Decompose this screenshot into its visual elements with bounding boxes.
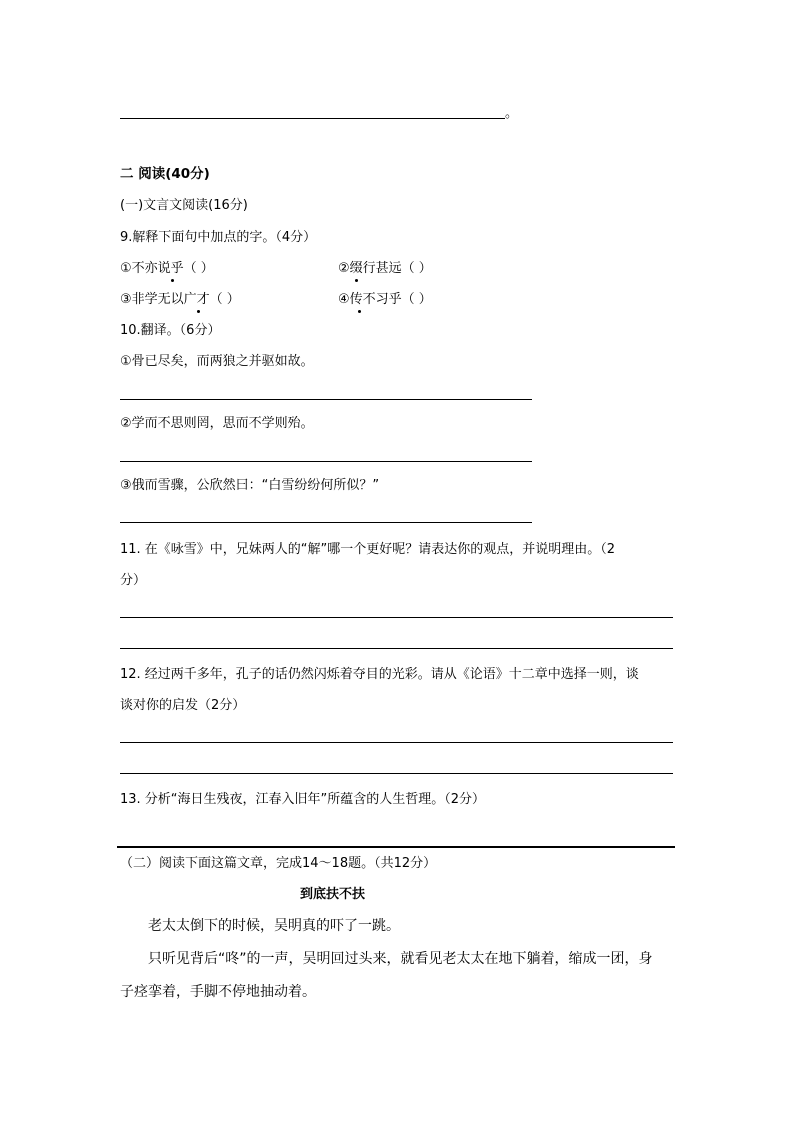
answer-line [120, 617, 673, 618]
article-paragraph-2-line1: 只听见背后“咚”的一声，吴明回过头来，就看见老太太在地下躺着，缩成一团，身 [148, 951, 653, 967]
answer-line [120, 399, 532, 400]
q9-item-3: ③非学无以广才（ ） [120, 292, 240, 307]
answer-line [120, 648, 673, 649]
q11-line2: 分） [120, 573, 147, 588]
answer-line [120, 522, 532, 523]
section-title: 二 阅读(40分) [120, 166, 210, 182]
end-mark: 。 [505, 106, 519, 121]
q13-stem: 13. 分析“海日生残夜，江春入旧年”所蕴含的人生哲理。（2分） [120, 792, 486, 807]
q11-line1: 11. 在《咏雪》中，兄妹两人的“解”哪一个更好呢？请表达你的观点，并说明理由。（2 [120, 542, 616, 557]
q9-stem: 9.解释下面句中加点的字。（4分） [120, 230, 317, 245]
article-paragraph-1: 老太太倒下的时候，吴明真的吓了一跳。 [148, 918, 400, 934]
q10-item-3: ③俄而雪骤，公欣然曰：“白雪纷纷何所似？” [120, 478, 380, 493]
q9-item-4: ④传不习乎（ ） [338, 292, 432, 307]
emphasis-dot [358, 310, 361, 313]
answer-line [120, 773, 673, 774]
q10-item-1: ①骨已尽矣，而两狼之并驱如故。 [120, 354, 314, 369]
q10-item-2: ②学而不思则罔，思而不学则殆。 [120, 416, 314, 431]
q12-line1: 12. 经过两千多年，孔子的话仍然闪烁着夺目的光彩。请从《论语》十二章中选择一则，谈 [120, 667, 639, 682]
part1-title: (一)文言文阅读(16分) [120, 198, 248, 213]
emphasis-dot [171, 279, 174, 282]
q10-stem: 10.翻译。（6分） [120, 323, 221, 338]
part2-intro: （二）阅读下面这篇文章，完成14～18题。（共12分） [120, 856, 437, 871]
answer-line [120, 461, 532, 462]
answer-line-top [120, 118, 505, 119]
q12-line2: 谈对你的启发（2分） [120, 698, 246, 713]
emphasis-dot [355, 279, 358, 282]
q9-item-2: ②缀行甚远（ ） [338, 261, 432, 276]
answer-line [120, 742, 673, 743]
article-title: 到底扶不扶 [300, 887, 366, 902]
section-divider [117, 846, 675, 848]
q9-item-1: ①不亦说乎（ ） [120, 261, 214, 276]
emphasis-dot [197, 310, 200, 313]
article-paragraph-2-line2: 子痉挛着，手脚不停地抽动着。 [120, 984, 316, 1000]
